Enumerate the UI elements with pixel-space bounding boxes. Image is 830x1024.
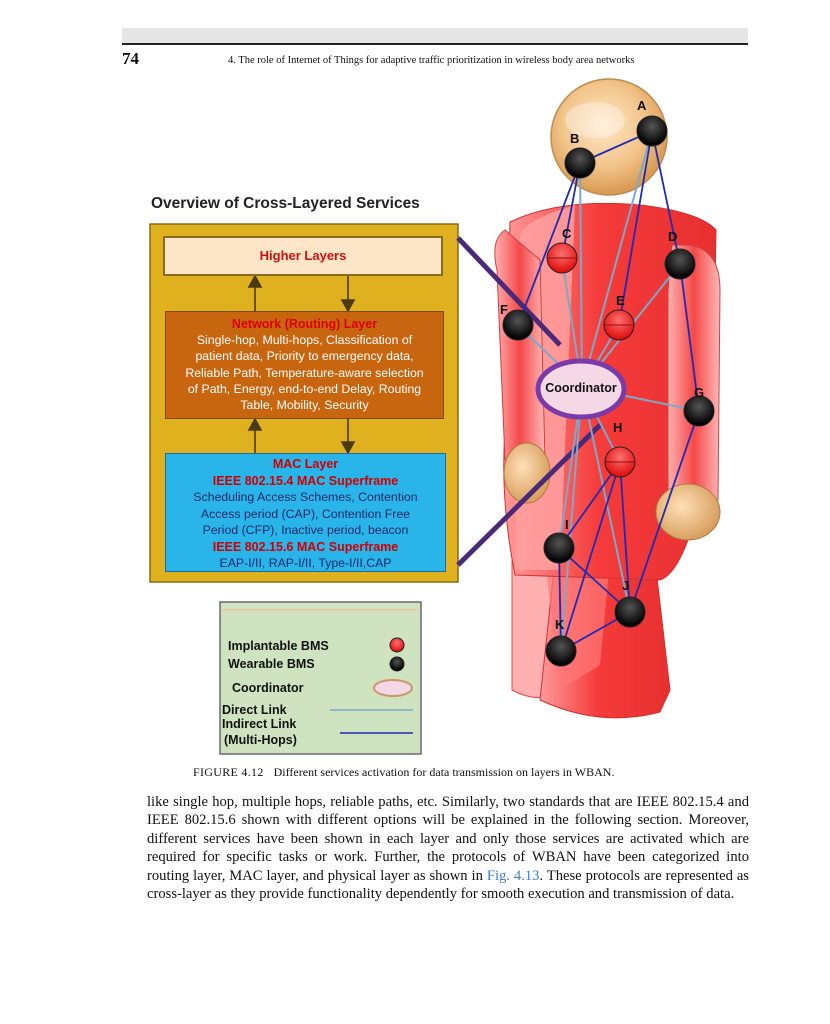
- page-number: 74: [122, 49, 139, 68]
- node-label-a: A: [637, 98, 647, 113]
- coordinator-label: Coordinator: [545, 381, 617, 395]
- mac-layer-line: Period (CFP), Inactive period, beacon: [202, 523, 409, 537]
- higher-layers-box: Higher Layers: [163, 236, 443, 276]
- network-layer-line: Reliable Path, Temperature-aware selection: [185, 365, 424, 380]
- legend-implantable-swatch: [390, 638, 404, 652]
- network-layer-line: Single-hop, Multi-hops, Classification of: [196, 333, 413, 347]
- legend-implantable-label: Implantable BMS: [228, 639, 329, 653]
- node-g: [684, 396, 714, 426]
- body-text-part1: like single hop, multiple hops, reliable paths, etc. Similarly, two standards that are IEEE 802.15.4 and IEEE 802.15.6 shown with different options will be explained in the following section. Moreover, different services have been shown in each layer and only those services are activated which are required for specific tasks or work. Further, the protocols of WBAN have been categorized into routing layer, MAC layer, and physical layer as shown in: [147, 794, 749, 884]
- node-label-h: H: [613, 420, 623, 435]
- body-paragraph: [147, 793, 749, 903]
- mac-layer-line: EAP-I/II, RAP-I/II, Type-I/II,CAP: [219, 556, 392, 570]
- mac-layer-box: [165, 453, 446, 572]
- legend-multihop-label: (Multi-Hops): [224, 733, 297, 747]
- node-label-i: I: [565, 517, 569, 532]
- network-layer-line: of Path, Energy, end-to-end Delay, Routing: [187, 381, 422, 396]
- body-text-part2: . These protocols are represented as cross-layer as they provide functionality dependently for smooth execution and transmission of data.: [147, 867, 749, 903]
- node-b: [565, 148, 595, 178]
- node-label-d: D: [668, 229, 678, 244]
- node-label-f: F: [500, 302, 508, 317]
- legend-coordinator-swatch: [374, 680, 412, 696]
- legend-box: [220, 602, 421, 754]
- legend-indirect-label: Indirect Link: [222, 717, 297, 731]
- mac-std-802-15-6: IEEE 802.15.6 MAC Superframe: [212, 539, 399, 554]
- mac-layer-line: Access period (CAP), Contention Free: [200, 506, 411, 521]
- mac-layer-line: Scheduling Access Schemes, Contention: [193, 490, 418, 504]
- running-title: 4. The role of Internet of Things for adaptive traffic prioritization in wireless body area networks: [228, 55, 635, 66]
- node-label-g: G: [694, 385, 705, 400]
- legend-wearable-label: Wearable BMS: [228, 657, 315, 671]
- mac-layer-heading: MAC Layer: [272, 457, 339, 471]
- figure-caption: [193, 765, 614, 780]
- node-d: [665, 249, 695, 279]
- node-label-c: C: [562, 226, 572, 241]
- node-label-b: B: [570, 131, 580, 146]
- node-a: [637, 116, 667, 146]
- figure-reference-link[interactable]: Fig. 4.13: [486, 867, 540, 884]
- legend-wearable-swatch: [390, 657, 404, 671]
- figure-caption-text: Different services activation for data transmission on layers in WBAN.: [273, 765, 615, 779]
- diagram-title: Overview of Cross-Layered Services: [151, 195, 420, 212]
- network-layer-heading: Network (Routing) Layer: [231, 317, 378, 331]
- node-label-e: E: [616, 293, 625, 308]
- legend-direct-label: Direct Link: [222, 703, 287, 717]
- figure-label: FIGURE 4.12: [193, 765, 264, 779]
- node-i: [544, 533, 574, 563]
- node-label-k: K: [555, 617, 565, 632]
- node-j: [615, 597, 645, 627]
- node-label-j: J: [622, 578, 630, 593]
- mac-std-802-15-4: IEEE 802.15.4 MAC Superframe: [212, 473, 399, 488]
- network-layer-line: Table, Mobility, Security: [240, 398, 369, 413]
- node-k: [546, 636, 576, 666]
- network-layer-box: [165, 311, 444, 419]
- network-layer-line: patient data, Priority to emergency data,: [195, 349, 414, 364]
- legend-coordinator-label: Coordinator: [232, 681, 304, 695]
